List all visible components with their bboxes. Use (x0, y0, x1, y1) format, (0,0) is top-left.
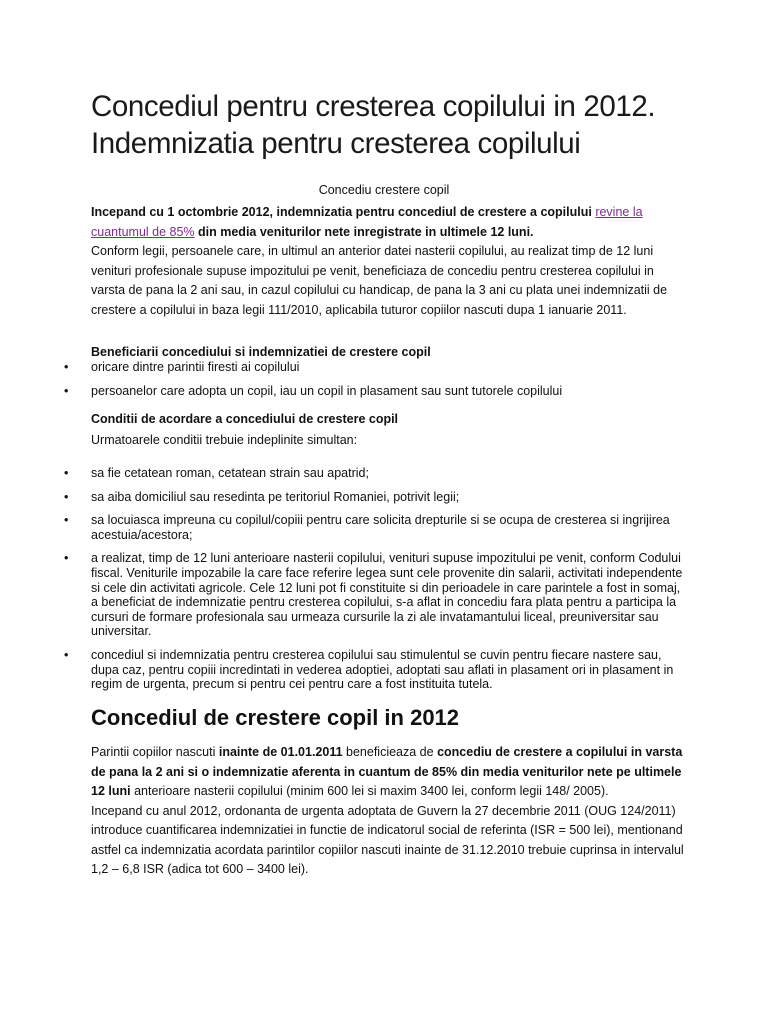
title-line-1: Concediul pentru cresterea copilului in 2012. (91, 90, 656, 123)
list-item: • sa fie cetatean roman, cetatean strain sau apatrid; (60, 466, 690, 481)
beneficiaries-list (60, 360, 690, 398)
section-heading: Concediul de crestere copil in 2012 (91, 705, 460, 730)
intro-bold-a: Incepand cu 1 octombrie 2012, indemnizatia pentru concediul de crestere a copilului (91, 205, 596, 219)
conditions-list (60, 466, 690, 692)
list-item: • persoanelor care adopta un copil, iau un copil in plasament sau sunt tutorele copilului (60, 384, 690, 399)
section-bold-2: concediu de crestere a copilului in varsta de pana la 2 ani si o indemnizatie aferenta in cuantum de 85% din media veniturilor nete pe ultimele 12 luni (91, 745, 683, 798)
intro-link[interactable]: revine la cuantumul de 85% (91, 205, 643, 239)
list-item: • sa locuiasca impreuna cu copilul/copiii pentru care solicita drepturile si se ocupa de cresterea si ingrijirea acestuia/acestora; (60, 513, 690, 542)
intro-paragraph (91, 203, 691, 242)
page-title (91, 88, 731, 162)
section-text-1: Parintii copiilor nascuti (91, 745, 219, 759)
section-paragraph (91, 743, 691, 880)
list-item: • sa aiba domiciliul sau resedinta pe teritoriul Romaniei, potrivit legii; (60, 490, 690, 505)
section-text-2: beneficieaza de (342, 745, 438, 759)
list-item: • oricare dintre parintii firesti ai copilului (60, 360, 690, 375)
section-text-4: Incepand cu anul 2012, ordonanta de urgenta adoptata de Guvern la 27 decembrie 2011 (OUG 124/2011) introduce cuantificarea indemnizatiei in functie de indicatorul social de referinta (ISR = 500 lei), mentionand astfel ca indemnizatia acordata parintilor copiilor nascuti inainte de 31.12.2010 trebuie cuprinsa in intervalul 1,2 – 6,8 ISR (adica tot 600 – 3400 lei). (91, 803, 684, 876)
intro-bold-b: din media veniturilor nete inregistrate in ultimele 12 luni. (194, 224, 534, 239)
conditions-intro: Urmatoarele conditii trebuie indeplinite simultan: (91, 433, 358, 447)
list-item: • concediul si indemnizatia pentru cresterea copilului sau stimulentul se cuvin pentru fiecare nastere sau, dupa caz, pentru copiii incredintati in vederea adoptiei, adoptati sau aflati in plasament ori in plasament in regim de urgenta, precum si pentru cei pentru care a fost instituita tutela. (60, 648, 690, 692)
image-caption: Concediu crestere copil (318, 183, 450, 197)
list-item: • a realizat, timp de 12 luni anterioare nasterii copilului, venituri supuse impozitului pe venit, conform Codului fiscal. Veniturile impozabile la care face referire legea sunt cele provenite din salarii, activitati independente si cele din activitati agricole. Cele 12 luni pot fi constituite si din perioadele in care parintele a fost in somaj, a beneficiat de indemnizatie pentru cresterea copilului, s-a aflat in concediu fara plata pentru a participa la cursuri de formare profesionala sau urmeaza cursurile la zi ale invatamantului liceal, preuniversitar sau universitar. (60, 551, 690, 639)
law-paragraph: Conform legii, persoanele care, in ultimul an anterior datei nasterii copilului, au realizat timp de 12 luni venituri profesionale supuse impozitului pe venit, beneficiaza de concediu pentru cresterea copilului in varsta de pana la 2 ani sau, in cazul copilului cu handicap, de pana la 3 ani cu plata unei indemnizatii de crestere a copilului in baza legii 111/2010, aplicabila tuturor copiilor nascuti dupa 1 ianuarie 2011. (91, 244, 668, 317)
beneficiaries-heading: Beneficiarii concediului si indemnizatiei de crestere copil (91, 345, 431, 359)
conditions-heading: Conditii de acordare a concediului de crestere copil (91, 412, 399, 426)
title-line-2: Indemnizatia pentru cresterea copilului (91, 127, 581, 160)
section-text-3: anterioare nasterii copilului (minim 600 lei si maxim 3400 lei, conform legii 148/ 2005). (130, 784, 609, 798)
section-bold-1: inainte de 01.01.2011 (218, 745, 343, 759)
